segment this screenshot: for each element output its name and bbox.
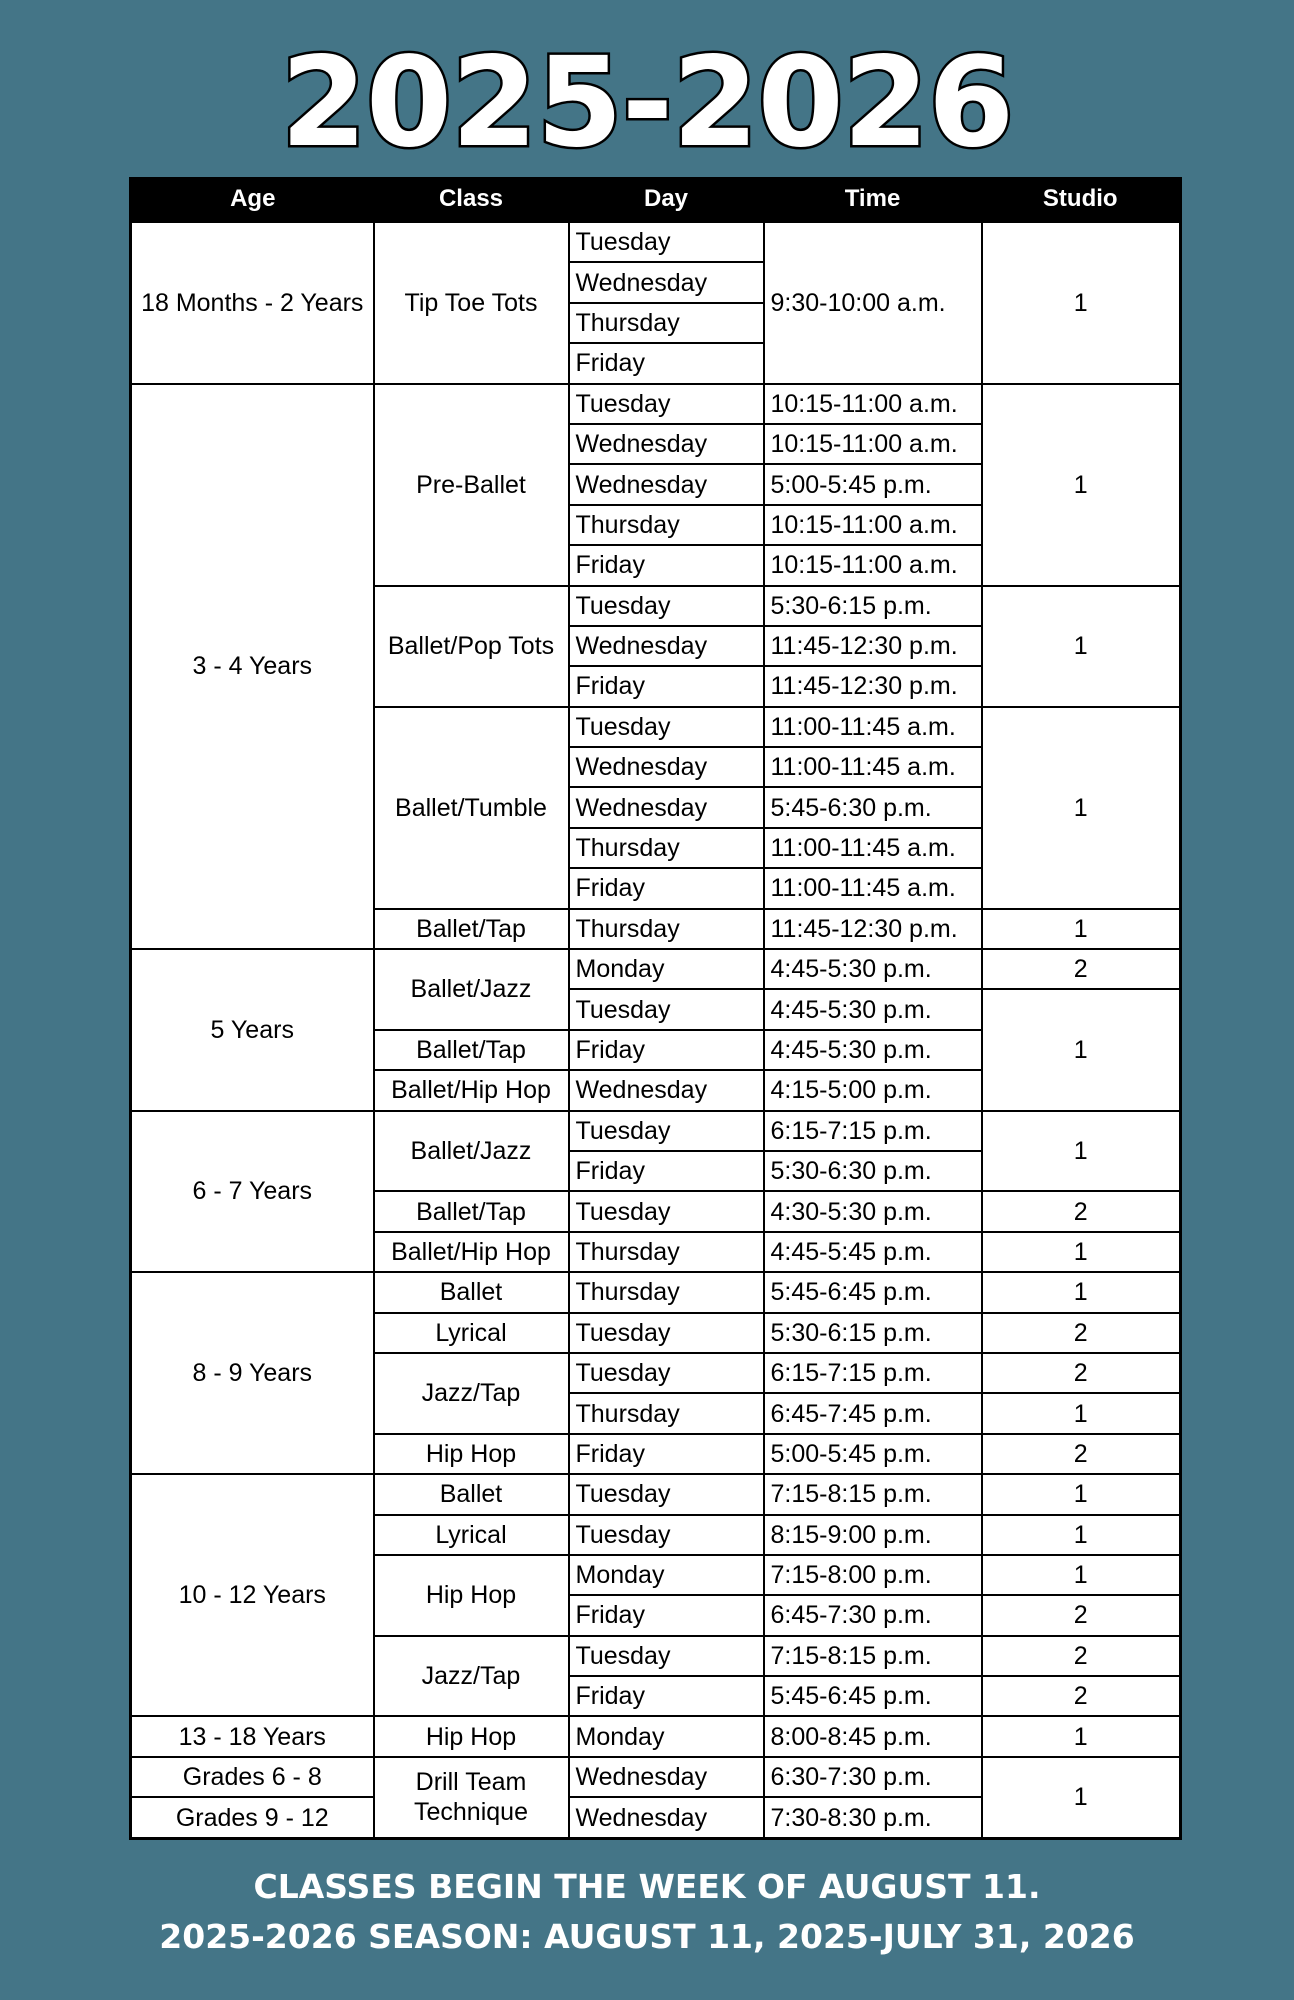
age-cell: Grades 6 - 8 — [131, 1757, 374, 1797]
time-cell: 11:00-11:45 a.m. — [764, 747, 982, 787]
time-cell: 11:45-12:30 p.m. — [764, 666, 982, 706]
time-cell: 5:45-6:30 p.m. — [764, 787, 982, 827]
day-cell: Wednesday — [569, 1757, 764, 1797]
time-cell: 8:00-8:45 p.m. — [764, 1716, 982, 1756]
studio-cell: 2 — [982, 1434, 1181, 1474]
class-cell: Ballet/Hip Hop — [374, 1070, 569, 1110]
class-cell: Hip Hop — [374, 1434, 569, 1474]
day-cell: Wednesday — [569, 464, 764, 504]
time-cell: 4:45-5:30 p.m. — [764, 949, 982, 989]
class-cell: Hip Hop — [374, 1716, 569, 1756]
studio-cell: 2 — [982, 1353, 1181, 1393]
day-cell: Monday — [569, 949, 764, 989]
studio-cell: 1 — [982, 1515, 1181, 1555]
time-cell: 5:30-6:15 p.m. — [764, 1313, 982, 1353]
day-cell: Friday — [569, 1151, 764, 1191]
studio-cell: 1 — [982, 1474, 1181, 1514]
studio-cell: 1 — [982, 989, 1181, 1110]
class-schedule-table — [129, 177, 1182, 1840]
header-day: Day — [569, 177, 764, 222]
day-cell: Thursday — [569, 505, 764, 545]
header-age: Age — [131, 177, 374, 222]
studio-cell: 1 — [982, 586, 1181, 707]
day-cell: Tuesday — [569, 1111, 764, 1151]
class-cell: Ballet — [374, 1272, 569, 1312]
time-cell: 5:45-6:45 p.m. — [764, 1676, 982, 1716]
time-cell: 6:45-7:45 p.m. — [764, 1393, 982, 1433]
table-row — [131, 949, 1181, 989]
studio-cell: 1 — [982, 1111, 1181, 1192]
class-cell: Jazz/Tap — [374, 1353, 569, 1434]
studio-cell: 2 — [982, 1595, 1181, 1635]
time-cell: 7:15-8:15 p.m. — [764, 1636, 982, 1676]
time-cell: 6:45-7:30 p.m. — [764, 1595, 982, 1635]
day-cell: Wednesday — [569, 262, 764, 302]
age-cell: Grades 9 - 12 — [131, 1797, 374, 1838]
day-cell: Thursday — [569, 1232, 764, 1272]
class-cell: Ballet/Jazz — [374, 949, 569, 1030]
time-cell: 5:30-6:30 p.m. — [764, 1151, 982, 1191]
time-cell: 6:30-7:30 p.m. — [764, 1757, 982, 1797]
day-cell: Friday — [569, 1030, 764, 1070]
table-row — [131, 384, 1181, 424]
studio-cell: 1 — [982, 909, 1181, 949]
studio-cell: 1 — [982, 384, 1181, 586]
day-cell: Tuesday — [569, 1191, 764, 1231]
age-cell: 13 - 18 Years — [131, 1716, 374, 1756]
day-cell: Tuesday — [569, 384, 764, 424]
class-cell: Ballet/Hip Hop — [374, 1232, 569, 1272]
studio-cell: 2 — [982, 1636, 1181, 1676]
day-cell: Tuesday — [569, 1474, 764, 1514]
day-cell: Friday — [569, 666, 764, 706]
class-cell: Drill Team Technique — [374, 1757, 569, 1839]
header-class: Class — [374, 177, 569, 222]
time-cell: 7:30-8:30 p.m. — [764, 1797, 982, 1838]
time-cell: 11:00-11:45 a.m. — [764, 707, 982, 747]
day-cell: Tuesday — [569, 222, 764, 262]
class-cell: Pre-Ballet — [374, 384, 569, 586]
day-cell: Tuesday — [569, 1313, 764, 1353]
day-cell: Tuesday — [569, 1353, 764, 1393]
studio-cell: 2 — [982, 949, 1181, 989]
table-row — [131, 222, 1181, 262]
studio-cell: 1 — [982, 222, 1181, 384]
time-cell: 11:45-12:30 p.m. — [764, 909, 982, 949]
day-cell: Wednesday — [569, 424, 764, 464]
studio-cell: 1 — [982, 1393, 1181, 1433]
day-cell: Thursday — [569, 1272, 764, 1312]
time-cell: 4:30-5:30 p.m. — [764, 1191, 982, 1231]
studio-cell: 1 — [982, 1716, 1181, 1756]
day-cell: Friday — [569, 343, 764, 383]
day-cell: Tuesday — [569, 1515, 764, 1555]
age-cell: 5 Years — [131, 949, 374, 1111]
header-studio: Studio — [982, 177, 1181, 222]
day-cell: Monday — [569, 1555, 764, 1595]
time-cell: 7:15-8:15 p.m. — [764, 1474, 982, 1514]
class-cell: Tip Toe Tots — [374, 222, 569, 384]
time-cell: 9:30-10:00 a.m. — [764, 222, 982, 384]
day-cell: Tuesday — [569, 989, 764, 1029]
day-cell: Thursday — [569, 1393, 764, 1433]
class-cell: Ballet/Tumble — [374, 707, 569, 909]
time-cell: 11:45-12:30 p.m. — [764, 626, 982, 666]
studio-cell: 2 — [982, 1676, 1181, 1716]
time-cell: 5:00-5:45 p.m. — [764, 464, 982, 504]
day-cell: Thursday — [569, 909, 764, 949]
day-cell: Monday — [569, 1716, 764, 1756]
class-cell: Lyrical — [374, 1313, 569, 1353]
age-cell: 8 - 9 Years — [131, 1272, 374, 1474]
table-row — [131, 1111, 1181, 1151]
time-cell: 10:15-11:00 a.m. — [764, 505, 982, 545]
day-cell: Wednesday — [569, 1070, 764, 1110]
time-cell: 4:45-5:30 p.m. — [764, 1030, 982, 1070]
studio-cell: 1 — [982, 1555, 1181, 1595]
day-cell: Thursday — [569, 303, 764, 343]
class-cell: Jazz/Tap — [374, 1636, 569, 1717]
studio-cell: 1 — [982, 1232, 1181, 1272]
time-cell: 5:00-5:45 p.m. — [764, 1434, 982, 1474]
time-cell: 5:30-6:15 p.m. — [764, 586, 982, 626]
class-cell: Ballet/Tap — [374, 909, 569, 949]
time-cell: 4:45-5:30 p.m. — [764, 989, 982, 1029]
classes-begin-note: CLASSES BEGIN THE WEEK OF AUGUST 11. — [253, 1867, 1041, 1906]
table-row — [131, 1272, 1181, 1312]
time-cell: 4:15-5:00 p.m. — [764, 1070, 982, 1110]
class-cell: Ballet/Tap — [374, 1030, 569, 1070]
table-row — [131, 1474, 1181, 1514]
day-cell: Wednesday — [569, 787, 764, 827]
studio-cell: 1 — [982, 1757, 1181, 1839]
time-cell: 11:00-11:45 a.m. — [764, 828, 982, 868]
day-cell: Tuesday — [569, 586, 764, 626]
time-cell: 8:15-9:00 p.m. — [764, 1515, 982, 1555]
age-cell: 3 - 4 Years — [131, 384, 374, 949]
studio-cell: 2 — [982, 1191, 1181, 1231]
time-cell: 4:45-5:45 p.m. — [764, 1232, 982, 1272]
day-cell: Friday — [569, 1595, 764, 1635]
day-cell: Tuesday — [569, 707, 764, 747]
time-cell: 5:45-6:45 p.m. — [764, 1272, 982, 1312]
day-cell: Friday — [569, 545, 764, 585]
day-cell: Thursday — [569, 828, 764, 868]
class-cell: Ballet/Jazz — [374, 1111, 569, 1192]
age-cell: 6 - 7 Years — [131, 1111, 374, 1273]
class-cell: Hip Hop — [374, 1555, 569, 1636]
class-cell: Ballet/Pop Tots — [374, 586, 569, 707]
table-row — [131, 1716, 1181, 1756]
time-cell: 10:15-11:00 a.m. — [764, 384, 982, 424]
header-time: Time — [764, 177, 982, 222]
class-cell: Ballet — [374, 1474, 569, 1514]
time-cell: 6:15-7:15 p.m. — [764, 1353, 982, 1393]
footer — [0, 1862, 1294, 1962]
studio-cell: 2 — [982, 1313, 1181, 1353]
time-cell: 10:15-11:00 a.m. — [764, 545, 982, 585]
time-cell: 7:15-8:00 p.m. — [764, 1555, 982, 1595]
age-cell: 10 - 12 Years — [131, 1474, 374, 1716]
time-cell: 11:00-11:45 a.m. — [764, 868, 982, 908]
schedule-body — [131, 222, 1181, 1839]
class-cell: Lyrical — [374, 1515, 569, 1555]
class-cell: Ballet/Tap — [374, 1191, 569, 1231]
day-cell: Friday — [569, 868, 764, 908]
table-row — [131, 1757, 1181, 1797]
day-cell: Friday — [569, 1676, 764, 1716]
table-header-row — [131, 177, 1181, 222]
season-dates-note: 2025-2026 SEASON: AUGUST 11, 2025-JULY 31, 2026 — [159, 1917, 1135, 1956]
age-cell: 18 Months - 2 Years — [131, 222, 374, 384]
studio-cell: 1 — [982, 1272, 1181, 1312]
time-cell: 6:15-7:15 p.m. — [764, 1111, 982, 1151]
day-cell: Friday — [569, 1434, 764, 1474]
time-cell: 10:15-11:00 a.m. — [764, 424, 982, 464]
day-cell: Wednesday — [569, 626, 764, 666]
studio-cell: 1 — [982, 707, 1181, 909]
page-title: 2025-2026 — [280, 31, 1014, 175]
day-cell: Wednesday — [569, 1797, 764, 1838]
day-cell: Wednesday — [569, 747, 764, 787]
day-cell: Tuesday — [569, 1636, 764, 1676]
